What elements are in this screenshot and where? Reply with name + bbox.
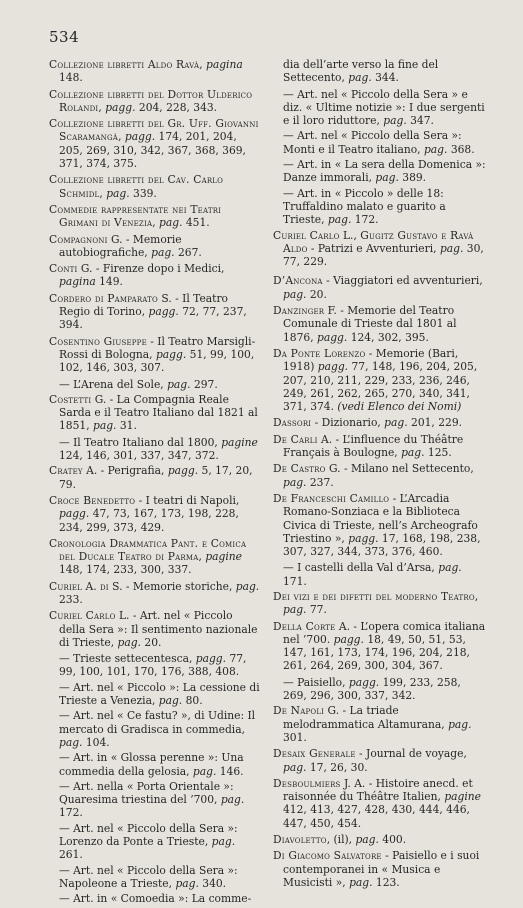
- index-entry: Dei vizi e dei difetti del moderno Teatro, pag. 77.: [273, 589, 479, 617]
- index-entry: — L’Arena del Sole, pag. 297.: [59, 377, 218, 391]
- index-entry: Da Ponte Lorenzo - Memorie (Bari, 1918) pagg. 77, 148, 196, 204, 205, 207, 210, 211, 229, 233, 236, 246, 249, 261, 262, 265, 270, 340, 341, 371, 374. (vedi Elenco dei Nomi): [273, 346, 478, 414]
- index-entry: Desboulmiers J. A. - Histoire aneсd. et raisonnée du Théâtre Italien, pagine 412, 413, 427, 428, 430, 444, 446, 447, 450, 454.: [273, 776, 482, 830]
- index-entry: Danzinger F. - Memorie del Teatro Comunale di Trieste dal 1801 al 1876, pagg. 124, 302, 395.: [273, 304, 457, 344]
- index-entry: Cratey A. - Perigrafia, pagg. 5, 17, 20, 79.: [49, 464, 253, 491]
- index-entry: De Carli A. - L’influence du Théâtre Français à Boulogne, pag. 125.: [273, 432, 464, 460]
- index-entry: — Art. in « Piccolo » delle 18: Truffaldino malato e guarito a Trieste, pag. 172.: [283, 186, 446, 227]
- index-entry: — Art. nella « Porta Orientale »: Quaresima triestina del ’700, pag. 172.: [59, 779, 245, 820]
- index-entry: — Il Teatro Italiano dal 1800, pagine 124, 146, 301, 337, 347, 372.: [59, 435, 258, 463]
- index-entry: — Paisiello, pagg. 199, 233, 258, 269, 296, 300, 337, 342.: [283, 675, 461, 703]
- index-entry: Croce Benedetto - I teatri di Napoli, pagg. 47, 73, 167, 173, 198, 228, 234, 299, 373, 429.: [49, 493, 240, 534]
- index-entry: Di Giacomo Salvatore - Paisiello e i suoi contemporanei in « Musica e Musicisti », pag. 123.: [273, 849, 480, 889]
- index-entry: Conti G. - Firenze dopo i Medici, pagina 149.: [49, 262, 225, 289]
- index-entry: Costetti G. - La Compagnia Reale Sarda e il Teatro Italiano dal 1821 al 1851, pag. 31.: [49, 392, 258, 433]
- index-entry: dia dell’arte verso la fine del Settecento, pag. 344.: [283, 58, 439, 85]
- index-entry: Desaix Generale - Journal de voyage, pag. 17, 26, 30.: [273, 747, 467, 774]
- page-number: 534: [49, 28, 80, 46]
- index-entry: D’Ancona - Viaggiatori ed avventurieri, pag. 20.: [273, 274, 483, 301]
- index-entry: Cronologia Drammatica Pant. e Comica del Ducale Teatro di Parma, pagine 148, 174, 233, 300, 337.: [49, 536, 247, 577]
- index-entry: — I castelli della Val d’Arsa, pag. 171.: [283, 561, 462, 588]
- index-entry: Commedie rappresentate nei Teatri Grimani di Venezia, pag. 451.: [49, 202, 222, 230]
- index-entry: — Trieste settecentesca, pagg. 77, 99, 100, 101, 170, 176, 388, 408.: [59, 652, 247, 679]
- index-entry: — Art. nel « Piccolo della Sera »: Napoleone a Trieste, pag. 340.: [59, 863, 238, 890]
- index-entry: Della Corte A. - L’opera comica italiana nel ’700. pagg. 18, 49, 50, 51, 53, 147, 161, 173, 174, 196, 204, 218, 261, 264, 269, 300, 304, 367.: [273, 619, 486, 673]
- right-column: [273, 58, 486, 892]
- index-entry: Cordero di Pamparato S. - Il Teatro Regio di Torino, pagg. 72, 77, 237, 394.: [49, 291, 247, 332]
- index-entry: Collezione libretti del Cav. Carlo Schmidl, pag. 339.: [49, 173, 224, 200]
- index-entry: — Art. in « Comoedia »: La comme-: [59, 892, 252, 906]
- index-entry: Cosentino Giuseppe - Il Teatro Marsigli-Rossi di Bologna, pagg. 51, 99, 100, 102, 146, 303, 307.: [49, 334, 256, 375]
- index-entry: — Art. nel « Piccolo della Sera »: Lorenzo da Ponte a Trieste, pag. 261.: [59, 821, 238, 862]
- index-entry: Curiel A. di S. - Memorie storiche, pag. 233.: [49, 579, 260, 606]
- index-entry: De Napoli G. - La triade melodrammatica Altamurana, pag. 301.: [273, 704, 472, 744]
- left-column: [49, 58, 261, 908]
- index-entry: — Art. nel « Piccolo »: La cessione di Trieste a Venezia, pag. 80.: [59, 680, 260, 708]
- index-entry: Collezione libretti del Gr. Uff. Giovanni Scaramangà, pagg. 174, 201, 204, 205, 269, 310, 342, 367, 368, 369, 371, 374, 375.: [49, 117, 259, 171]
- index-entry: Dassori - Dizionario, pag. 201, 229.: [273, 416, 463, 430]
- index-entry: — Art. in « La sera della Domenica »: Danze immorali, pag. 389.: [283, 158, 486, 185]
- index-entry: — Art. nel « Ce fastu? », di Udine: Il mercato di Gradisca in commedia, pag. 104.: [59, 709, 256, 749]
- index-entry: Compagnoni G. - Memorie autobiografiche, pag. 267.: [49, 232, 202, 259]
- index-entry: — Art. in « Glossa perenne »: Una commedia della gelosia, pag. 146.: [59, 751, 244, 778]
- index-entry: De Castro G. - Milano nel Settecento, pag. 237.: [273, 462, 474, 489]
- index-entry: Collezione libretti del Dottor Ulderico Rolandi, pagg. 204, 228, 343.: [49, 87, 253, 114]
- index-entry: — Art. nel « Piccolo della Sera »: Monti e il Teatro italiano, pag. 368.: [283, 129, 475, 156]
- index-entry: Curiel Carlo L., Gugitz Gustavo e Ravà Aldo - Patrizi e Avventurieri, pag. 30, 77, 229.: [273, 228, 484, 269]
- index-entry: Curiel Carlo L. - Art. nel « Piccolo della Sera »: Il sentimento nazionale di Trieste, pag. 20.: [49, 609, 258, 649]
- index-entry: — Art. nel « Piccolo della Sera » e diz. « Ultime notizie »: I due sergenti e il loro riduttore, pag. 347.: [283, 87, 485, 128]
- index-entry: De Franceschi Camillo - L’Arcadia Romano-Sonziaca e la Biblioteca Civica di Trieste, nell’s Archeografo Triestino », pagg. 17, 168, 198, 238, 307, 327, 344, 373, 376, 460.: [273, 491, 481, 559]
- index-entry: Diavoletto, (il), pag. 400.: [273, 833, 407, 847]
- index-entry: Collezione libretti Aldo Ravà, pagina 148.: [49, 58, 243, 85]
